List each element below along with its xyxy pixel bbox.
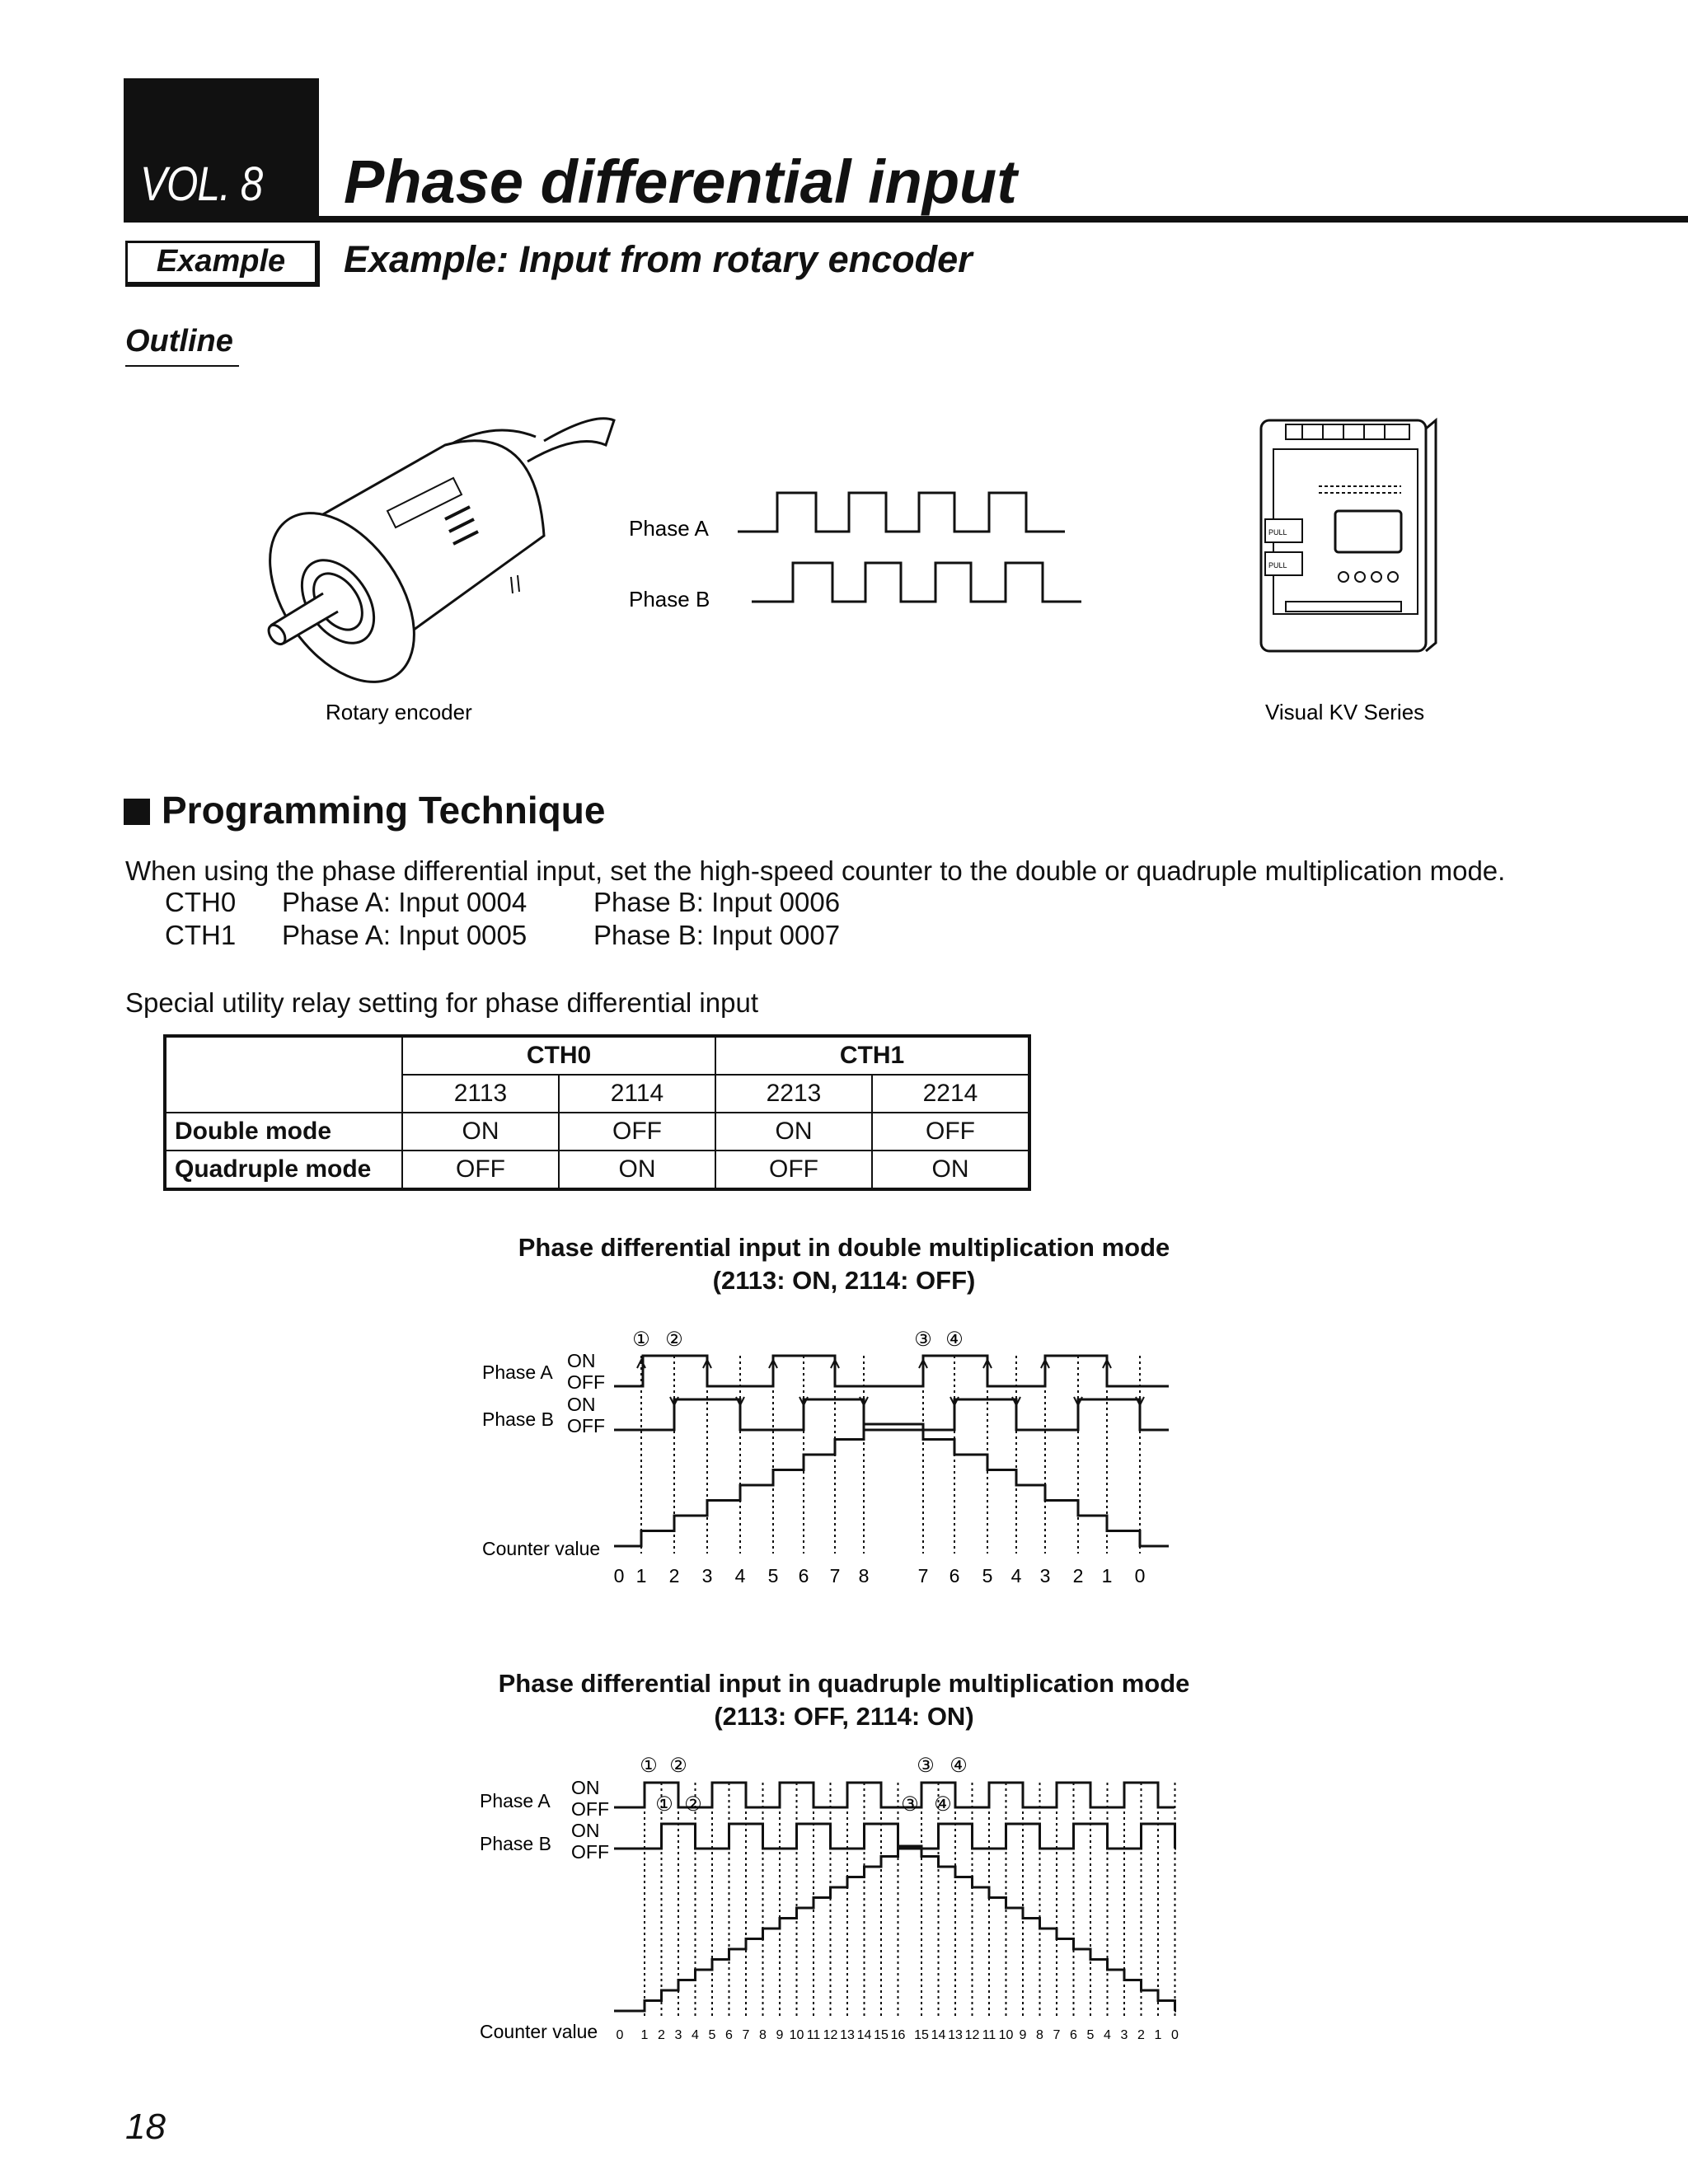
quad-counter-tick: 2 — [1137, 2028, 1145, 2042]
plc-pull-label-1: PULL — [1268, 528, 1287, 537]
dbl-counter-tick: 1 — [1101, 1565, 1113, 1586]
quad-counter-tick: 3 — [1120, 2028, 1128, 2042]
quad-b-off-label: OFF — [571, 1841, 609, 1863]
quad-counter-tick: 13 — [948, 2028, 963, 2042]
double-chart-subtitle: (2113: ON, 2114: OFF) — [712, 1266, 976, 1295]
quad-chart-subtitle: (2113: OFF, 2114: ON) — [714, 1702, 974, 1731]
page-number: 18 — [125, 2107, 166, 2147]
quad-phase-b-label: Phase B — [480, 1833, 551, 1854]
quad-counter-tick: 15 — [914, 2028, 929, 2042]
dbl-counter-staircase — [614, 1424, 1169, 1546]
dbl-counter-tick: 7 — [917, 1565, 929, 1586]
dbl-counter-tick: 8 — [858, 1565, 870, 1586]
table-cell: OFF — [715, 1151, 872, 1189]
example-label: Example — [156, 244, 286, 279]
quad-counter-label: Counter value — [480, 2021, 598, 2042]
dbl-a-on-label: ON — [567, 1350, 596, 1371]
dbl-counter-tick: 5 — [982, 1565, 993, 1586]
quad-counter-tick: 11 — [806, 2028, 821, 2042]
cth0-phase-a: Phase A: Input 0004 — [282, 887, 528, 917]
quad-marker-top: ① — [640, 1755, 658, 1777]
visual-kv-plc-illustration — [1261, 420, 1436, 651]
dbl-counter-tick: 6 — [798, 1565, 809, 1586]
table-group-header: CTH0 — [402, 1036, 715, 1075]
quad-counter-tick: 9 — [776, 2028, 784, 2042]
dbl-marker: ① — [632, 1329, 650, 1351]
quad-chart-title: Phase differential input in quadruple multiplication mode — [498, 1669, 1190, 1698]
cth1-phase-b: Phase B: Input 0007 — [593, 920, 841, 950]
quad-counter-tick: 10 — [998, 2028, 1014, 2042]
quad-counter-tick: 16 — [890, 2028, 906, 2042]
table-header-row — [165, 1036, 1029, 1075]
dbl-marker: ③ — [914, 1329, 932, 1351]
dbl-counter-tick: 5 — [767, 1565, 779, 1586]
quad-counter-tick: 13 — [840, 2028, 855, 2042]
dbl-phase-b-label: Phase B — [482, 1408, 554, 1430]
double-chart-title: Phase differential input in double multiplication mode — [518, 1233, 1170, 1262]
page-subtitle: Example: Input from rotary encoder — [344, 238, 973, 280]
quad-counter-tick: 4 — [692, 2028, 699, 2042]
title-rule — [124, 216, 1688, 223]
dbl-counter-tick: 4 — [734, 1565, 746, 1586]
outline-phase-b-label: Phase B — [629, 587, 710, 612]
quad-counter-tick: 12 — [823, 2028, 838, 2042]
quad-marker-top: ③ — [917, 1755, 935, 1777]
quad-a-off-label: OFF — [571, 1798, 609, 1820]
quad-counter-tick: 9 — [1019, 2028, 1027, 2042]
dbl-counter-tick: 6 — [949, 1565, 960, 1586]
table-row-label: Double mode — [165, 1113, 402, 1151]
quad-marker-mid: ② — [684, 1793, 702, 1816]
outline-underline — [125, 365, 239, 367]
table-row — [165, 1113, 1029, 1151]
outline-heading: Outline — [125, 324, 233, 359]
double-mode-timing-diagram — [0, 1319, 1688, 1591]
section-intro: When using the phase differential input, set the high-speed counter to the double or quadruple multiplication mode. — [125, 855, 1506, 886]
dbl-counter-tick: 4 — [1010, 1565, 1022, 1586]
table-cell: OFF — [559, 1113, 715, 1151]
dbl-phase-a-label: Phase A — [482, 1361, 553, 1383]
dbl-counter-tick: 0 — [613, 1565, 625, 1586]
quad-counter-tick: 1 — [1154, 2028, 1162, 2042]
quad-counter-tick: 8 — [1036, 2028, 1043, 2042]
table-cell: ON — [872, 1151, 1029, 1189]
table-relay-header: 2113 — [402, 1075, 559, 1113]
quad-phase-a-label: Phase A — [480, 1790, 551, 1811]
table-relay-header: 2213 — [715, 1075, 872, 1113]
quad-counter-tick: 0 — [616, 2028, 624, 2042]
quad-counter-tick: 6 — [1070, 2028, 1077, 2042]
dbl-counter-tick: 0 — [1134, 1565, 1146, 1586]
cth1-name: CTH1 — [165, 920, 237, 950]
dbl-b-off-label: OFF — [567, 1415, 605, 1436]
section-heading-text: Programming Technique — [162, 789, 606, 832]
table-cell: ON — [402, 1113, 559, 1151]
quad-marker-top: ② — [669, 1755, 687, 1777]
dbl-phase-a-wave — [614, 1356, 1169, 1386]
quad-marker-mid: ③ — [901, 1793, 919, 1816]
page-title: Phase differential input — [344, 148, 1017, 216]
table-cell: ON — [715, 1113, 872, 1151]
plc-caption: Visual KV Series — [1265, 700, 1425, 724]
table-cell: OFF — [402, 1151, 559, 1189]
quad-counter-tick: 11 — [982, 2028, 996, 2042]
table-row — [165, 1151, 1029, 1189]
plc-pull-label-2: PULL — [1268, 561, 1287, 569]
quad-marker-mid: ① — [655, 1793, 673, 1816]
quad-counter-tick: 14 — [856, 2028, 872, 2042]
cth1-phase-a: Phase A: Input 0005 — [282, 920, 528, 950]
quad-counter-tick: 2 — [658, 2028, 665, 2042]
table-row-label: Quadruple mode — [165, 1151, 402, 1189]
rotary-encoder-illustration — [241, 419, 614, 709]
quad-counter-tick: 5 — [708, 2028, 716, 2042]
dbl-marker: ④ — [945, 1329, 964, 1351]
table-group-header: CTH1 — [715, 1036, 1029, 1075]
dbl-counter-label: Counter value — [482, 1538, 601, 1559]
encoder-caption: Rotary encoder — [326, 700, 472, 724]
quad-counter-tick: 1 — [640, 2028, 649, 2042]
dbl-counter-tick: 3 — [701, 1565, 713, 1586]
table-cell: ON — [559, 1151, 715, 1189]
quad-counter-tick: 10 — [789, 2028, 804, 2042]
outline-phase-b-wave — [752, 563, 1081, 602]
table-relay-header: 2214 — [872, 1075, 1029, 1113]
quad-counter-tick: 3 — [674, 2028, 682, 2042]
quad-counter-tick: 7 — [1053, 2028, 1061, 2042]
quad-b-on-label: ON — [571, 1820, 600, 1841]
dbl-counter-tick: 2 — [1072, 1565, 1084, 1586]
dbl-counter-tick: 7 — [829, 1565, 841, 1586]
section-heading — [124, 788, 605, 832]
quad-counter-tick: 14 — [931, 2028, 946, 2042]
section-square-icon — [124, 799, 150, 825]
quad-counter-tick: 12 — [964, 2028, 980, 2042]
table-cell: OFF — [872, 1113, 1029, 1151]
dbl-counter-tick: 2 — [668, 1565, 680, 1586]
outline-phase-a-wave — [738, 493, 1065, 532]
quad-a-on-label: ON — [571, 1777, 600, 1798]
outline-illustration — [0, 396, 1688, 742]
quad-marker-mid: ④ — [934, 1793, 952, 1816]
quad-counter-tick: 8 — [759, 2028, 767, 2042]
dbl-a-off-label: OFF — [567, 1371, 605, 1393]
quad-counter-tick: 15 — [874, 2028, 889, 2042]
dbl-b-on-label: ON — [567, 1394, 596, 1415]
quad-counter-tick: 4 — [1104, 2028, 1111, 2042]
quad-counter-tick: 0 — [1171, 2028, 1179, 2042]
quad-mode-timing-diagram — [0, 1743, 1688, 2056]
dbl-marker: ② — [665, 1329, 683, 1351]
vol-label: VOL. 8 — [140, 157, 263, 211]
dbl-counter-tick: 1 — [635, 1565, 647, 1586]
quad-counter-tick: 6 — [725, 2028, 733, 2042]
dbl-counter-tick: 3 — [1039, 1565, 1051, 1586]
cth0-name: CTH0 — [165, 887, 237, 917]
quad-marker-top: ④ — [950, 1755, 968, 1777]
outline-phase-a-label: Phase A — [629, 516, 709, 541]
table-corner-cell — [165, 1036, 402, 1113]
quad-counter-tick: 7 — [742, 2028, 750, 2042]
table-caption: Special utility relay setting for phase differential input — [125, 987, 758, 1018]
cth0-phase-b: Phase B: Input 0006 — [593, 887, 841, 917]
relay-setting-table — [163, 1034, 1031, 1191]
table-relay-header: 2114 — [559, 1075, 715, 1113]
quad-counter-tick: 5 — [1086, 2028, 1095, 2042]
